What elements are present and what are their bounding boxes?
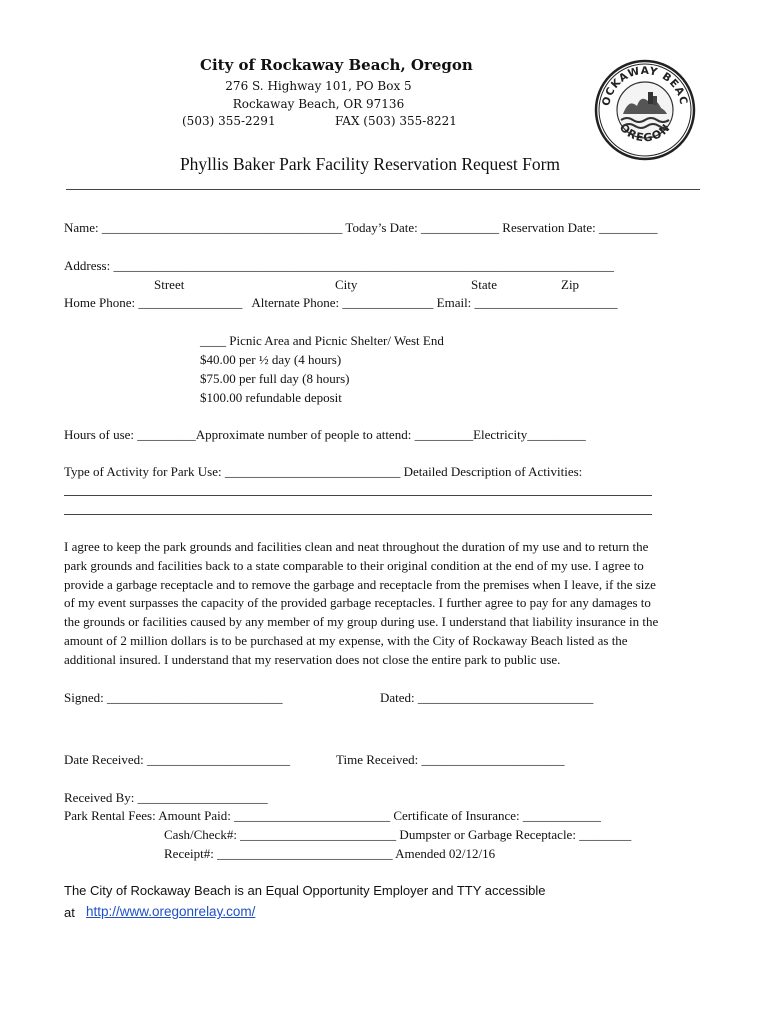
agreement-line: park grounds and facilities back to a state comparable to their original condition at the end of my use. I agree to bbox=[64, 557, 644, 573]
agreement-line: provide a garbage receptacle and to remove the garbage and receptacle from the premises when I leave, if the size bbox=[64, 576, 656, 592]
received-by-field[interactable]: Received By: ____________________ bbox=[64, 790, 268, 805]
fees-amount-line[interactable]: Park Rental Fees: Amount Paid: ________________________ Certificate of Insurance: ____________ bbox=[64, 808, 601, 823]
deposit: $100.00 refundable deposit bbox=[200, 390, 342, 405]
description-line-1[interactable] bbox=[64, 495, 652, 496]
agreement-line: I agree to keep the park grounds and facilities clean and neat throughout the duration of my use and to return the bbox=[64, 539, 649, 554]
hours-line[interactable]: Hours of use: _________Approximate number of people to attend: _________Electricity_________ bbox=[64, 427, 586, 442]
rate-half-day: $40.00 per ½ day (4 hours) bbox=[200, 352, 342, 367]
phone-number: (503) 355-2291 bbox=[182, 114, 276, 128]
city-name: City of Rockaway Beach, Oregon bbox=[200, 56, 473, 74]
agreement-line: additional insured. I understand that my reservation does not close the entire park to public use. bbox=[64, 651, 561, 667]
dated-field[interactable]: Dated: ___________________________ bbox=[380, 690, 594, 705]
title-divider bbox=[66, 189, 700, 190]
city-label: City bbox=[335, 277, 358, 292]
address-line-2: Rockaway Beach, OR 97136 bbox=[232, 97, 405, 111]
eoe-statement: The City of Rockaway Beach is an Equal Opportunity Employer and TTY accessible bbox=[64, 883, 546, 898]
signed-field[interactable]: Signed: ___________________________ bbox=[64, 690, 283, 705]
oregon-relay-link[interactable]: http://www.oregonrelay.com/ bbox=[86, 904, 256, 919]
agreement-paragraph bbox=[64, 538, 704, 670]
time-received-field[interactable]: Time Received: ______________________ bbox=[336, 752, 565, 767]
footer-at: at bbox=[64, 905, 75, 920]
address-line-1: 276 S. Highway 101, PO Box 5 bbox=[225, 79, 412, 93]
street-label: Street bbox=[154, 277, 185, 292]
phone-email-line[interactable]: Home Phone: ________________ Alternate Phone: ______________ Email: ______________________ bbox=[64, 295, 618, 310]
agreement-line: amount of 2 million dollars is to be purchased at my expense, with the City of Rockaway Beach listed as the bbox=[64, 632, 628, 648]
rate-full-day: $75.00 per full day (8 hours) bbox=[200, 371, 350, 386]
city-seal-icon bbox=[585, 40, 689, 144]
svg-text:ROCKAWAY BEACH: OCKAWAY BEAC bbox=[600, 64, 690, 108]
facility-option[interactable]: ____ Picnic Area and Picnic Shelter/ West End bbox=[200, 333, 444, 348]
address-line[interactable]: Address: _____________________________________________________________________________ bbox=[64, 258, 614, 273]
agreement-line: the grounds or facilities caused by any member of my group during use. I understand that liability insurance in the bbox=[64, 614, 659, 630]
name-date-line[interactable]: Name: _____________________________________ Today’s Date: ____________ Reservation Date: _________ bbox=[64, 220, 658, 235]
form-title: Phyllis Baker Park Facility Reservation Request Form bbox=[179, 154, 561, 174]
date-received-field[interactable]: Date Received: ______________________ bbox=[64, 752, 291, 767]
activity-line[interactable]: Type of Activity for Park Use: ___________________________ Detailed Description of Activities: bbox=[64, 464, 583, 479]
fax-number: FAX (503) 355-8221 bbox=[335, 114, 457, 128]
cash-check-line[interactable]: Cash/Check#: ________________________ Dumpster or Garbage Receptacle: ________ bbox=[164, 827, 632, 842]
state-label: State bbox=[471, 277, 497, 292]
receipt-line[interactable]: Receipt#: ___________________________ Amended 02/12/16 bbox=[164, 846, 496, 861]
zip-label: Zip bbox=[561, 277, 580, 292]
svg-text:OREGON: OREGON bbox=[616, 120, 674, 145]
agreement-line: of my event surpasses the capacity of the provided garbage receptacles. I further agree to pay for any damages to bbox=[64, 595, 651, 611]
description-line-2[interactable] bbox=[64, 514, 652, 515]
